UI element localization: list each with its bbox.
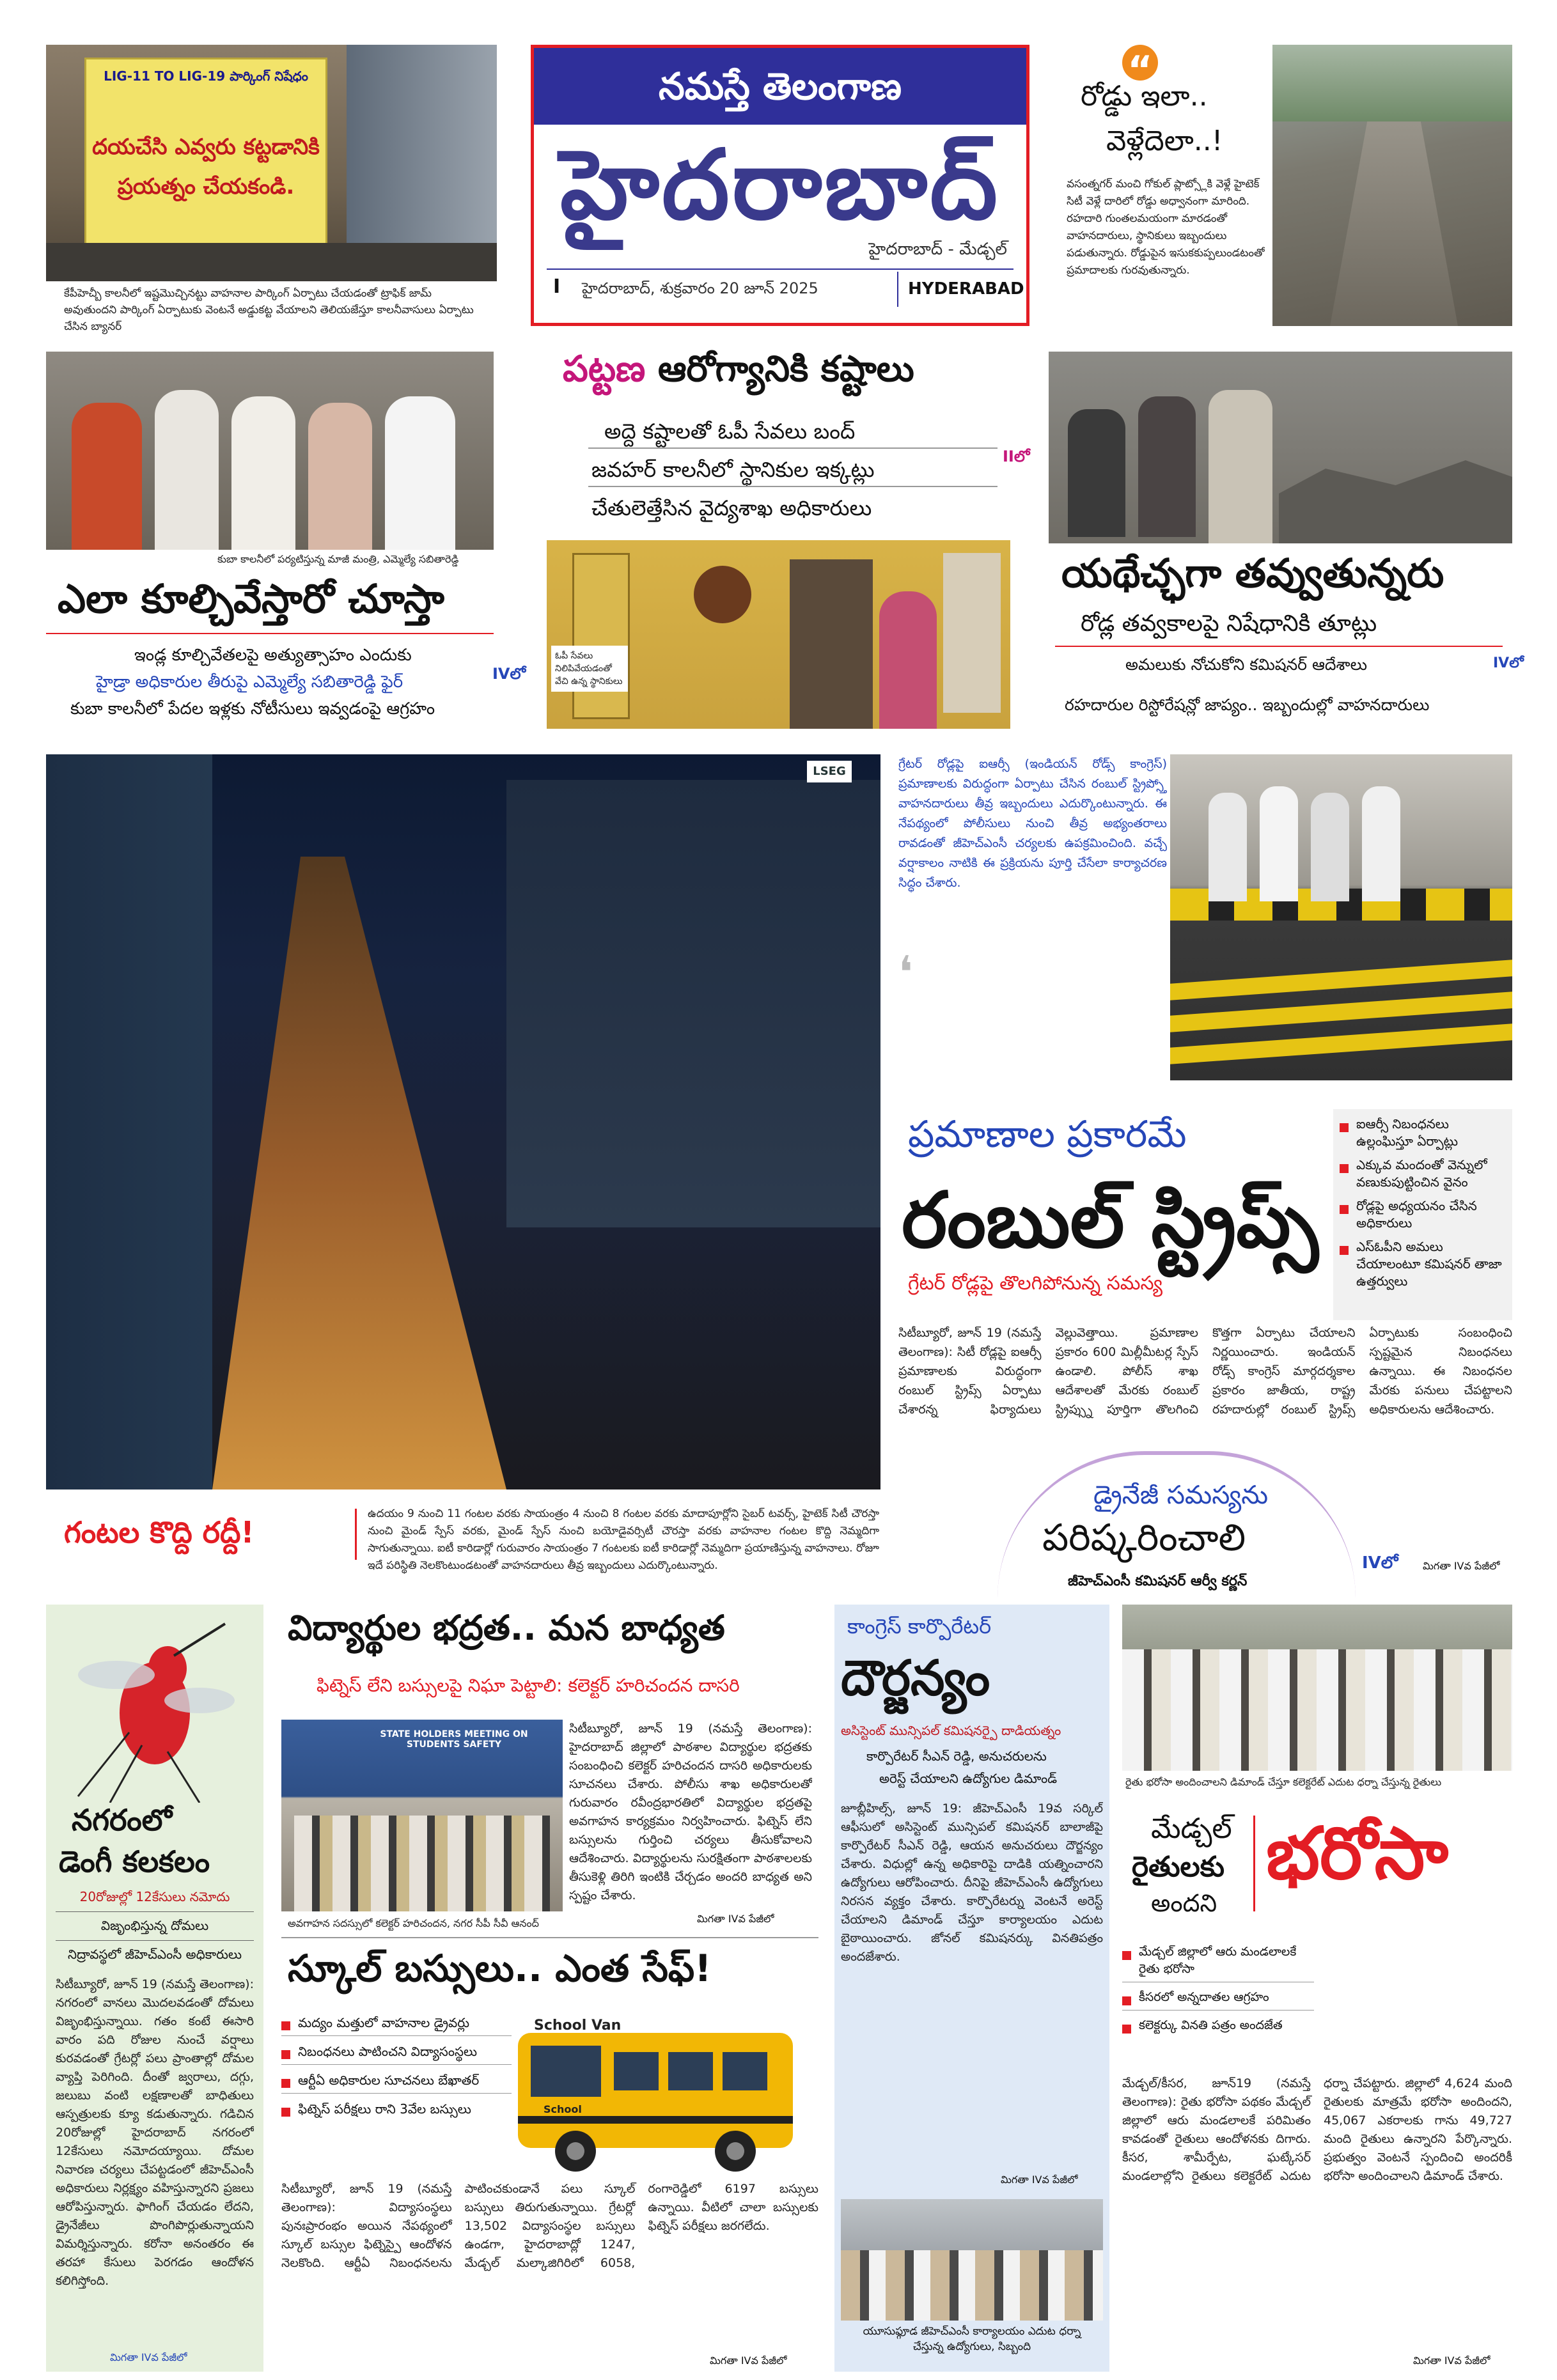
congress-box: [834, 1605, 1109, 2372]
bus-label-2: School: [544, 2103, 582, 2115]
road-digging-photo: [1049, 352, 1512, 543]
bus-bullets: [281, 2014, 512, 2124]
dengue-sub-2: విజృంభిస్తున్న దోమలు: [56, 1918, 254, 1941]
farmers-more[interactable]: మిగతా IVవ పేజీలో: [1413, 2354, 1490, 2367]
rumble-kicker: ప్రమాణాల ప్రకారమే: [908, 1112, 1187, 1156]
clinic-closed-photo: [547, 540, 1010, 729]
bus-bullet-2: నిబంధనలు పాటించని విద్యాసంస్థలు: [281, 2042, 512, 2065]
bus-headline: స్కూల్ బస్సులు.. ఎంత సేఫ్!: [288, 1947, 712, 1990]
congress-headline: దౌర్జన్యం: [841, 1649, 990, 1706]
story1-sub3: కుబా కాలనీలో పేదల ఇళ్లకు నోటీసులు ఇవ్వడంపై ఆగ్రహం: [70, 699, 435, 719]
story3-sub2: అమలుకు నోచుకోని కమిషనర్ ఆదేశాలు: [1125, 655, 1367, 674]
farmers-bullet-2: కీసరలో అన్నదాతల ఆగ్రహం: [1122, 1989, 1314, 2011]
story2-sub3: చేతులెత్తేసిన వైద్యశాఖ అధికారులు: [591, 495, 872, 520]
farmers-bullets: [1122, 1943, 1314, 2041]
edition-label: HYDERABAD: [908, 279, 1024, 299]
story1-page-ref[interactable]: IVలో: [492, 665, 526, 683]
rumble-intro: గ్రేటర్ రోడ్లపై ఐఆర్సీ (ఇండియన్ రోడ్స్ కాంగ్రెస్) ప్రమాణాలకు విరుద్ధంగా ఏర్పాటు చేసిన రంబుల్ స్ట్రిప్స్తో వాహనదారులు తీవ్ర ఇబ్బందులు ఎదుర్కొంటున్నారు. ఈ నేపథ్యంలో పోలీసులు నుంచి తీవ్ర అభ్యంతరాలు రావడంతో జీహెచ్ఎంసీ చర్యలకు ఉపక్రమించింది. వచ్చే వర్షాకాలం నాటికి ఈ ప్రక్రియను పూర్తి చేసేలా కార్యాచరణ సిద్ధం చేశారు.: [898, 757, 1167, 890]
students-headline: విద్యార్థుల భద్రత.. మన బాధ్యత: [288, 1608, 725, 1648]
congress-photo-caption: యూసుఫ్గూడ జీహెచ్ఎంసీ కార్యాలయం ఎదుట ధర్నా చేస్తున్న ఉద్యోగులు, సిబ్బంది: [863, 2325, 1081, 2353]
story2-sub2: జవహర్ కాలనీలో స్థానికుల ఇక్కట్లు: [591, 457, 875, 482]
students-body: సిటీబ్యూరో, జూన్ 19 (నమస్తే తెలంగాణ): హైదరాబాద్ జిల్లాలో పాఠశాల విద్యార్థుల భద్రతకు సంబంధించి కలెక్టర్ హరిచందన దాసరి అధికారులకు సూచనలు చేశారు. పోలీసు శాఖ అధికారులతో గురువారం రవీంద్రభారతిలో విద్యార్థుల భద్రతపై అవగాహన కార్యక్రమం నిర్వహించారు. ఫిట్నెస్ లేని బస్సులను గుర్తించి చర్యలు తీసుకోవాలని ఆదేశించారు. విద్యార్థులను సురక్షితంగా పాఠశాలలకు తీసుకెళ్లి తిరిగి ఇంటికి చేర్చడం అందరి బాధ్యత అని స్పష్టం చేశారు.: [569, 1722, 812, 1902]
sabitha-photo-caption: కుబా కాలనీలో పర్యటిస్తున్న మాజీ మంత్రి, ఎమ్మెల్యే సబితారెడ్డి: [217, 553, 459, 565]
paper-name: నమస్తే తెలంగాణ: [534, 48, 1026, 125]
masthead-date: హైదరాబాద్, శుక్రవారం 20 జూన్ 2025: [582, 279, 818, 297]
traffic-headline: గంటల కొద్ది రద్దీ!: [64, 1515, 254, 1550]
bus-bullet-4: ఫిట్నెస్ పరీక్షలు రాని 3వేల బస్సులు: [281, 2100, 512, 2118]
students-more[interactable]: మిగతా IVవ పేజీలో: [697, 1913, 774, 1925]
dengue-more[interactable]: మిగతా IVవ పేజీలో: [110, 2351, 187, 2363]
students-sub: ఫిట్నెస్ లేని బస్సులపై నిఘా పెట్టాలి: కలెక్టర్ హరిచందన దాసరి: [317, 1675, 740, 1696]
lseg-sign: LSEG: [807, 761, 852, 782]
rumble-body: సిటీబ్యూరో, జూన్ 19 (నమస్తే తెలంగాణ): సిటీ రోడ్లపై ఐఆర్సీ ప్రమాణాలకు విరుద్ధంగా రంబుల్ స్ట్రిప్స్ ఏర్పాటు చేశారన్న ఫిర్యాదులు వెల్లువెత్తాయి. ప్రమాణాల ప్రకారం 600 మిల్లీమీటర్ల స్పేస్ ఉండాలి. పోలీస్ శాఖ ఆదేశాలతో మేరకు రంబుల్ స్ట్రిప్స్ను పూర్తిగా తొలగించి కొత్తగా ఏర్పాటు చేయాలని నిర్ణయించారు. ఇండియన్ రోడ్స్ కాంగ్రెస్ మార్గదర్శకాల ప్రకారం జాతీయ, రాష్ట్ర రహదారుల్లో రంబుల్ స్ట్రిప్స్ ఏర్పాటుకు సంబంధించి స్పష్టమైన నిబంధనలు ఉన్నాయి. ఈ నిబంధనల మేరకు పనులు చేపట్టాలని అధికారులను ఆదేశించారు.: [898, 1326, 1512, 1417]
rumble-bullet-4: ఎస్ఓపీని అమలు చేయాలంటూ కమిషనర్ తాజా ఉత్తర్వులు: [1340, 1238, 1506, 1290]
parking-banner-photo: [46, 45, 497, 281]
congress-protest-photo: [841, 2199, 1103, 2321]
farmers-kicker-1: మేడ్చల్: [1151, 1812, 1232, 1845]
congress-sub-1: అసిస్టెంట్ మున్సిపల్ కమిషనర్పై దాడియత్నం: [841, 1723, 1061, 1738]
congress-more[interactable]: మిగతా IVవ పేజీలో: [1001, 2174, 1078, 2186]
farmers-kicker-2: రైతులకు: [1132, 1851, 1224, 1883]
parking-caption: కేపీహెచ్బీ కాలనీలో ఇష్టమొచ్చినట్టు వాహనాల పార్కింగ్ ఏర్పాటు చేయడంతో ట్రాఫిక్ జామ్ అవుతుందని పార్కింగ్ ఏర్పాటుకు వెంటనే అడ్డుకట్ట వేయాలని తెలియజేస్తూ కాలనీవాసులు ఏర్పాటు చేసిన బ్యానర్: [64, 287, 474, 333]
drainage-box: [998, 1451, 1356, 1598]
students-meeting-photo: [281, 1720, 563, 1911]
story3-sub3: రహదారుల రిస్టోరేషన్లో జాప్యం.. ఇబ్బందుల్లో వాహనదారులు: [1065, 696, 1430, 714]
farmers-photo-caption: రైతు భరోసా అందించాలని డిమాండ్ చేస్తూ కలెక్టరేట్ ఎదుట ధర్నా చేస్తున్న రైతులు: [1125, 1776, 1442, 1788]
bus-body: సిటీబ్యూరో, జూన్ 19 (నమస్తే తెలంగాణ): విద్యాసంస్థలు పునఃప్రారంభం అయిన నేపథ్యంలో స్కూల్ బస్సుల ఫిట్నెస్పై ఆందోళన నెలకొంది. ఆర్టీఏ నిబంధనలను పాటించకుండానే పలు స్కూల్ బస్సులు తిరుగుతున్నాయి. గ్రేటర్లో 13,502 విద్యాసంస్థల బస్సులు ఉండగా, హైదరాబాద్లో 1247, మేడ్చల్ మల్కాజిగిరిలో 6058, రంగారెడ్డిలో 6197 బస్సులు ఉన్నాయి. వీటిలో చాలా బస్సులకు ఫిట్నెస్ పరీక్షలు జరగలేదు.: [281, 2182, 818, 2270]
story2-headline: [563, 348, 914, 399]
farmers-body: మేడ్చల్/కీసర, జూన్19 (నమస్తే తెలంగాణ): రైతు భరోసా పథకం మేడ్చల్ జిల్లాలో ఆరు మండలాలకే పరిమితం కావడంతో రైతులు ఆందోళనకు దిగారు. కీసర, శామీర్పేట, ఘట్కేసర్ మండలాల్లోని రైతులు కలెక్టరేట్ ఎదుట ధర్నా చేపట్టారు. జిల్లాలో 4,624 మంది రైతులకు మాత్రమే భరోసా అందిందని, 45,067 ఎకరాలకు గాను 49,727 మంది రైతులు ఉన్నారని పేర్కొన్నారు. ప్రభుత్వం వెంటనే స్పందించి అందరికీ భరోసా అందించాలని డిమాండ్ చేశారు.: [1122, 2076, 1512, 2183]
drainage-kicker: డ్రైనేజీ సమస్యను: [1093, 1481, 1269, 1510]
dengue-headline-1: నగరంలో: [72, 1803, 173, 1837]
dengue-body: సిటీబ్యూరో, జూన్ 19 (నమస్తే తెలంగాణ): నగరంలో వానలు మొదలవడంతో దోమలు విజృంభిస్తున్నాయి. గతం కంటే ఈసారి వారం పది రోజుల నుంచే వర్షాలు కురవడంతో గ్రేటర్లో పలు ప్రాంతాల్లో దోమల వ్యాప్తి పెరిగింది. దీంతో జ్వరాలు, దగ్గు, జలుబు వంటి లక్షణాలతో బాధితులు ఆస్పత్రులకు క్యూ కడుతున్నారు. గడిచిన 20రోజుల్లో హైదరాబాద్ నగరంలో 12కేసులు నమోదయ్యాయి. దోమల నివారణ చర్యలు చేపట్టడంలో జీహెచ్ఎంసీ అధికారులు నిర్లక్ష్యం వహిస్తున్నారని ప్రజలు ఆరోపిస్తున్నారు. ఫాగింగ్ చేయడం లేదని, డ్రైనేజీలు పొంగిపొర్లుతున్నాయని విమర్శిస్తున్నారు. కరోనా అనంతరం ఈ తరహా కేసులు పెరగడం ఆందోళన కలిగిస్తోంది.: [56, 1977, 254, 2288]
story3-sub1: రోడ్ల తవ్వకాలపై నిషేధానికి తూట్లు: [1081, 611, 1377, 637]
drainage-sub: జీహెచ్ఎంసీ కమిషనర్ ఆర్వీ కర్ణన్: [1068, 1573, 1248, 1589]
farmers-kicker-3: అందని: [1151, 1889, 1217, 1917]
students-photo-caption: అవగాహన సదస్సులో కలెక్టర్ హరిచందన, నగర సీపీ సీవీ ఆనంద్: [288, 1917, 539, 1929]
page-number: I: [553, 276, 561, 298]
story2-page-ref[interactable]: IIలో: [1003, 447, 1030, 465]
mosquito-icon: [72, 1617, 238, 1803]
masthead: [531, 45, 1029, 326]
story2-sub1: అద్దె కష్టాలతో ఓపీ సేవలు బంద్: [604, 419, 856, 444]
dengue-sub-3: నిద్రావస్థలో జీహెచ్ఎంసీ అధికారులు: [68, 1947, 242, 1962]
farmers-protest-photo: [1122, 1605, 1512, 1771]
rumble-headline: రంబుల్ స్ట్రిప్స్: [902, 1176, 1318, 1265]
traffic-caption: ఉదయం 9 నుంచి 11 గంటల వరకు సాయంత్రం 4 నుంచి 8 గంటల వరకు మాదాపూర్లోని సైబర్ టవర్స్, హైటెక్ సిటీ చౌరస్తా నుంచి మైండ్ స్పేస్ వరకు, మైండ్ స్పేస్ నుంచి బయోడైవర్సిటీ చౌరస్తా వరకు వాహనాల గంటల కొద్ది నెమ్మదిగా సాగుతున్నాయి. ఐటీ కారిడార్లో గురువారం సాయంత్రం 7 గంటలకు ఐటీ కారిడార్లో నెమ్మదిగా ప్రయాణిస్తున్న వాహనాలు. రోజూ ఇదే పరిస్థితి నెలకొంటుండటంతో వాహనదారులు తీవ్ర ఇబ్బందులు ఎదుర్కొంటున్నారు.: [368, 1507, 879, 1572]
banner-top-text: LIG-11 TO LIG-19 పార్కింగ్ నిషేధం: [104, 68, 308, 84]
farmers-bullet-1: మేడ్చల్ జిల్లాలో ఆరు మండలాలకే రైతు భరోసా: [1122, 1943, 1314, 1982]
story1-headline: ఎలా కూల్చివేస్తారో చూస్తా: [58, 575, 444, 622]
congress-sub-3: అరెస్ట్ చేయాలని ఉద్యోగుల డిమాండ్: [879, 1771, 1058, 1786]
banner-line-2: ప్రయత్నం చేయకండి.: [117, 174, 295, 199]
clinic-photo-note: ఓపీ సేవలు నిలిపివేయడంతో వేచి ఉన్న స్థానికులు: [551, 646, 628, 692]
road-headline-2: వెళ్లేదెలా..!: [1106, 125, 1223, 157]
dengue-sub-1: 20రోజుల్లో 12కేసులు నమోదు: [56, 1889, 254, 1912]
rumble-bullet-3: రోడ్లపై అధ్యయనం చేసిన అధికారులు: [1340, 1197, 1506, 1232]
sabitha-visit-photo: [46, 352, 494, 550]
congress-sub-2: కార్పొరేటర్ సీఎన్ రెడ్డి, అనుచరులను: [866, 1748, 1047, 1764]
road-text: వసంత్నగర్ మంచి గోకుల్ ప్లాట్స్లోకి వెళ్లే హైటెక్ సిటీ వెళ్లే దారిలో రోడ్డు అధ్వానంగా మారింది. రహదారి గుంతలమయంగా మారడంతో వాహనదారులు, స్థానికులు ఇబ్బందులు పడుతున్నారు. రోడ్డుపైన ఇసుకకుప్పలుండటంతో ప్రమాదాలకు గురవుతున్నారు.: [1067, 178, 1265, 277]
school-bus-illustration: [505, 2014, 812, 2180]
story2-headline-red: పట్టణ: [563, 348, 646, 390]
story3-page-ref[interactable]: IVలో: [1493, 655, 1524, 671]
story1-sub1: ఇండ్ల కూల్చివేతలపై అత్యుత్సాహం ఎందుకు: [134, 646, 412, 665]
bus-label: School Van: [534, 2018, 622, 2034]
quote-mark: “: [1122, 45, 1158, 81]
students-banner-text: STATE HOLDERS MEETING ON STUDENTS SAFETY: [380, 1729, 528, 1750]
congress-body: జూబ్లీహిల్స్, జూన్ 19: జీహెచ్ఎంసీ 19వ సర్కిల్ ఆఫీసులో అసిస్టెంట్ మున్సిపల్ కమిషనర్ బాలాజీపై కార్పొరేటర్ సీఎన్ రెడ్డి, ఆయన అనుచరులు దౌర్జన్యం చేశారు. విధుల్లో ఉన్న అధికారిపై దాడికి యత్నించారని ఉద్యోగులు ఆరోపించారు. దీనిపై జీహెచ్ఎంసీ ఉద్యోగులు నిరసన వ్యక్తం చేశారు. కార్పొరేటర్ను వెంటనే అరెస్ట్ చేయాలని డిమాండ్ చేస్తూ కార్యాలయం ఎదుట బైఠాయించారు. జోనల్ కమిషనర్కు వినతిపత్రం అందజేశారు.: [841, 1801, 1103, 1964]
bus-bullet-1: మద్యం మత్తులో వాహనాల డ్రైవర్లు: [281, 2014, 512, 2036]
broken-road-photo: [1272, 45, 1512, 326]
rumble-page-ref[interactable]: IVలో: [1362, 1553, 1398, 1573]
farmers-bullet-3: కలెక్టర్కు వినతి పత్రం అందజేత: [1122, 2017, 1314, 2034]
bus-more[interactable]: మిగతా IVవ పేజీలో: [710, 2354, 787, 2367]
rumble-bullet-1: ఐఆర్సీ నిబంధనలు ఉల్లంఘిస్తూ ఏర్పాట్లు: [1340, 1116, 1506, 1150]
road-headline-1: రోడ్డు ఇలా..: [1081, 80, 1208, 113]
bus-bullet-3: ఆర్టీఏ అధికారుల సూచనలు బేఖాతర్: [281, 2071, 512, 2094]
story1-sub2: హైడ్రా అధికారుల తీరుపై ఎమ్మెల్యే సబితారెడ్డి ఫైర్: [96, 673, 403, 692]
drainage-head: పరిష్కరించాలి: [1042, 1516, 1246, 1559]
congress-kicker: కాంగ్రెస్ కార్పొరేటర్: [847, 1614, 992, 1638]
rumble-bullet-2: ఎక్కువ మందంతో వెన్నులో వణుకుపుట్టించిన వైనం: [1340, 1156, 1506, 1191]
masthead-subtitle: హైదరాబాద్ - మేడ్చల్: [868, 240, 1007, 259]
dengue-box: [46, 1605, 263, 2372]
rumble-bullets-box: [1333, 1109, 1512, 1320]
story3-headline: యథేచ్ఛగా తవ్వుతున్నరు: [1061, 550, 1444, 596]
dengue-headline-2: డెంగీ కలకలం: [59, 1844, 210, 1879]
city-title: హైదరాబాద్: [559, 130, 1001, 241]
rumble-strip-photo: [1170, 754, 1512, 1080]
traffic-night-photo: [46, 754, 880, 1489]
rumble-sub: గ్రేటర్ రోడ్లపై తొలగిపోనున్న సమస్య: [908, 1272, 1162, 1295]
rumble-more[interactable]: మిగతా IVవ పేజీలో: [1423, 1560, 1500, 1572]
banner-line-1: దయచేసి ఎవ్వరు కట్టడానికి: [92, 134, 320, 160]
farmers-headline: భరోసా: [1266, 1812, 1449, 1895]
story2-headline-rest: ఆరోగ్యానికి కష్టాలు: [657, 348, 914, 390]
